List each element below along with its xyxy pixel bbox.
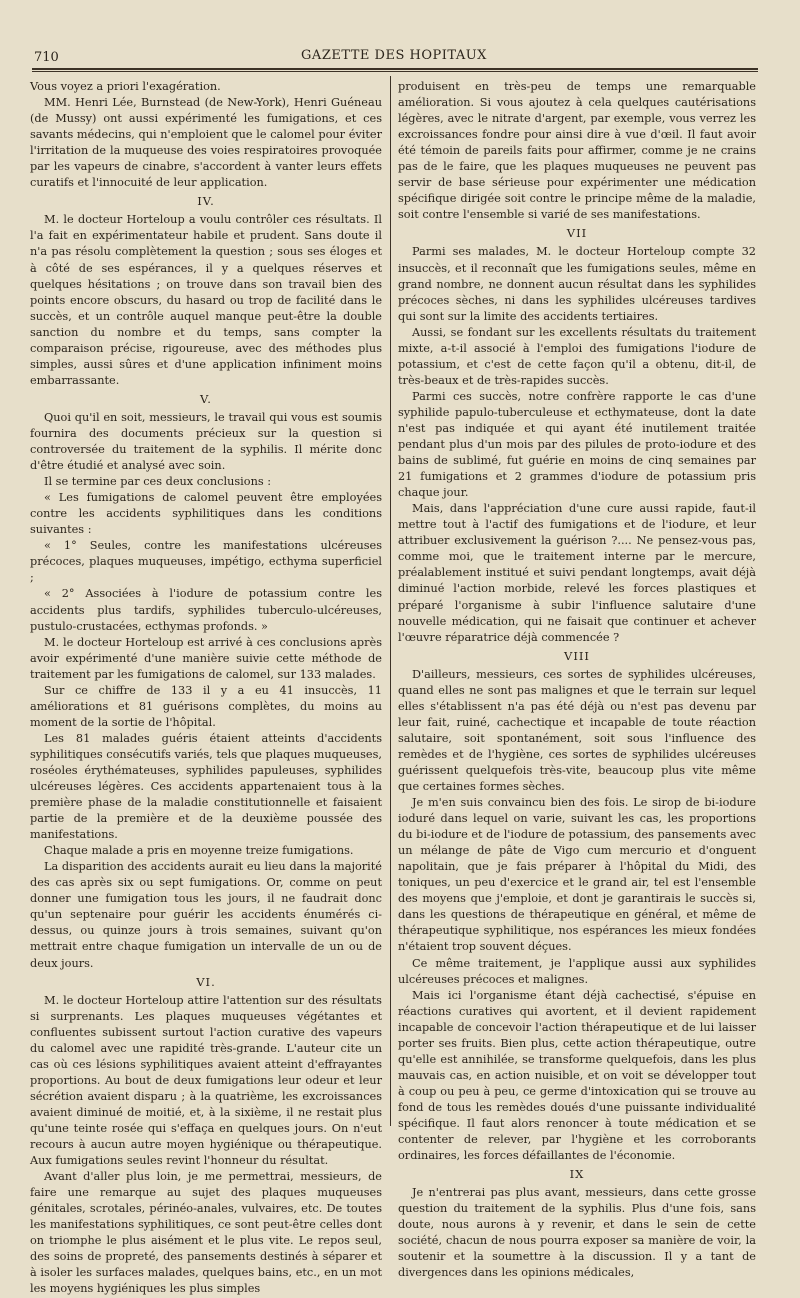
paragraph: « Les fumigations de calomel peuvent être employées contre les accidents syphilitiques dans les conditions suivantes : (30, 491, 382, 537)
paragraph: M. le docteur Horteloup attire l'attention sur des résultats si surprenants. Les plaques muqueuses végétantes et confluentes subissent surtout l'action curative des vapeurs du calomel avec une rapidité très-grande. L'auteur cite un cas où ces lésions syphilitiques avaient atteint d'effrayantes proportions. Au bout de deux fumigations leur odeur et leur sécrétion avaient disparu ; à la quatrième, les excroissances avaient diminué de moitié, et, à la sixième, il ne restait plus qu'une teinte rosée qui s'effaça en quelques jours. On n'eut recours à aucun autre moyen hygiénique ou thérapeutique. Aux fumigations seules revint l'honneur du résultat. (30, 993, 382, 1168)
header-rule-thin (32, 71, 758, 72)
section-heading: VIII (564, 648, 590, 663)
journal-title: GAZETTE DES HOPITAUX (301, 48, 487, 63)
header-rule (32, 68, 758, 70)
paragraph: Aussi, se fondant sur les excellents résultats du traitement mixte, a-t-il associé à l'emploi des fumigations l'iodure de potassium, et c'est de cette façon qu'il a obtenu, dit-il, de très-beaux et de très-rapides succès. (398, 325, 756, 387)
paragraph: M. le docteur Horteloup est arrivé à ces conclusions après avoir expérimenté d'une manière suivie cette méthode de traitement par les fumigations de calomel, sur 133 malades. (30, 635, 382, 681)
paragraph: Avant d'aller plus loin, je me permettrai, messieurs, de faire une remarque au sujet des plaques muqueuses génitales, scrotales, périnéo-anales, vulvaires, etc. De toutes les manifestations syphilitiques, ce sont peut-être celles dont on triomphe le plus aisément et le plus vite. Le repos seul, des soins de propreté, des pansements destinés à séparer et à isoler les surfaces malades, quelques bains, etc., en un mot les moyens hygiéniques les plus simples (30, 1170, 382, 1296)
section-heading: VI. (196, 974, 216, 989)
section-heading: IX (569, 1167, 585, 1182)
paragraph: Parmi ces succès, notre confrère rapporte le cas d'une syphilide papulo-tuberculeuse et ecthymateuse, dont la date n'est pas indiquée et qui ayant été inutilement traitée pendant plus d'un mois par des pilules de proto-iodure et des bains de sublimé, fut guérie en moins de cinq semaines par 21 fumigations et 2 grammes d'iodure de potassium pris chaque jour. (398, 389, 756, 500)
paragraph: D'ailleurs, messieurs, ces sortes de syphilides ulcéreuses, quand elles ne sont pas malignes et que le terrain sur lequel elles s'établissent n'a pas été déjà ou n'est pas devenu par leur fait, ruiné, cachectique et incapable de toute réaction salutaire, soit spontanément, soit sous l'influence des remèdes et de l'hygiène, ces sortes de syphilides ulcéreuses guérissent quelquefois très-vite, beaucoup plus vite même que certaines formes sèches. (398, 667, 756, 794)
section-heading: VII (566, 226, 588, 241)
paragraph: Je n'entrerai pas plus avant, messieurs, dans cette grosse question du traitement de la syphilis. Plus d'une fois, sans doute, nous aurons à y revenir, et dans le sein de cette société, chacun de nous pourra exposer sa manière de voir, la soutenir et la soumettre à la discussion. Il y a tant de divergences dans les opinions médicales, (398, 1186, 756, 1280)
section-heading: IV. (197, 194, 215, 209)
section-heading: V. (200, 391, 212, 406)
paragraph: Quoi qu'il en soit, messieurs, le travail qui vous est soumis fournira des documents précieux sur la question si controversée du traitement de la syphilis. Il mérite donc d'être étudié et analysé avec soin. (30, 410, 382, 473)
page-number: 710 (34, 50, 59, 65)
column-divider (390, 76, 391, 1126)
right-column (398, 79, 756, 1280)
paragraph: Mais ici l'organisme étant déjà cachectisé, s'épuise en réactions curatives qui avortent, et il devient rapidement incapable de concevoir l'action thérapeutique et de lui laisser porter ses fruits. Bien plus, cette action thérapeutique, outre qu'elle est annihilée, se transforme quelquefois, dans les plus mauvais cas, en action nuisible, et on voit se développer tout à coup ou peu à peu, ce germe d'intoxication qui se trouve au fond de tous les remèdes doués d'une puissante individualité spécifique. Il faut alors renoncer à toute médication et se contenter de relever, par l'hygiène et les corroborants ordinaires, les forces défaillantes de l'économie. (398, 988, 756, 1163)
left-column (30, 79, 382, 1296)
paragraph: Ce même traitement, je l'applique aussi aux syphilides ulcéreuses précoces et malignes. (398, 956, 756, 986)
paragraph: Parmi ses malades, M. le docteur Horteloup compte 32 insuccès, et il reconnaît que les fumigations seules, même en grand nombre, ne donnent aucun résultat dans les syphilides précoces sèches, ni dans les syphilides ulcéreuses tardives qui sont sur la limite des accidents tertiaires. (398, 245, 756, 323)
paragraph: Chaque malade a pris en moyenne treize fumigations. (44, 844, 354, 858)
paragraph: M. le docteur Horteloup a voulu contrôler ces résultats. Il l'a fait en expérimentateur habile et prudent. Sans doute il n'a pas résolu complètement la question ; sous ses éloges et à côté de ses espérances, il y a quelques réserves et quelques hésitations ; on trouve dans son travail bien des points encore obscurs, du hasard ou trop de facilité dans le succès, et un contrôle auquel manque peut-être la double sanction du nombre et du temps, sans compter la comparaison précise, rigoureuse, avec des méthodes plus simples, aussi sûres et d'une application infiniment moins embarrassante. (30, 213, 382, 387)
paragraph: Mais, dans l'appréciation d'une cure aussi rapide, faut-il mettre tout à l'actif des fumigations et de l'iodure, et leur attribuer exclusivement la guérison ?.... Ne pensez-vous pas, comme moi, que le traitement interne par le mercure, préalablement institué et suivi pendant longtemps, avait déjà diminué l'action morbide, relevé les forces plastiques et préparé l'organisme à subir l'influence salutaire d'une nouvelle médication, qui ne faisait que continuer et achever l'œuvre réparatrice déjà commencée ? (398, 502, 756, 644)
paragraph: Il se termine par ces deux conclusions : (44, 475, 272, 489)
paragraph: Sur ce chiffre de 133 il y a eu 41 insuccès, 11 améliorations et 81 guérisons complètes, du moins au moment de la sortie de l'hôpital. (30, 683, 382, 729)
paragraph: « 1° Seules, contre les manifestations ulcéreuses précoces, plaques muqueuses, impétigo, ecthyma superficiel ; (30, 539, 382, 585)
paragraph: Je m'en suis convaincu bien des fois. Le sirop de bi-iodure ioduré dans lequel on varie, suivant les cas, les proportions du bi-iodure et de l'iodure de potassium, des pansements avec un mélange de pâte de Vigo cum mercurio et d'onguent napolitain, que je fais préparer à l'hôpital du Midi, des toniques, un peu d'exercice et le grand air, tel est l'ensemble des moyens que j'emploie, et dont je garantirais le succès si, dans les questions de thérapeutique en général, et même de thérapeutique syphilitique, nos espérances les mieux fondées n'étaient trop souvent déçues. (398, 796, 756, 954)
paragraph: MM. Henri Lée, Burnstead (de New-York), Henri Guéneau (de Mussy) ont aussi expérimenté les fumigations, et ces savants médecins, qui n'emploient que le calomel pour éviter l'irritation de la muqueuse des voies respiratoires provoquée par les vapeurs de cinabre, s'accordent à vanter leurs effets curatifs et l'innocuité de leur application. (30, 96, 382, 190)
page-header (34, 46, 754, 66)
paragraph: La disparition des accidents aurait eu lieu dans la majorité des cas après six ou sept fumigations. Or, comme on peut donner une fumigation tous les jours, il ne faudrait donc qu'un septenaire pour guérir les accidents énumérés ci-dessus, ou quinze jours à trois semaines, suivant qu'on mettrait entre chaque fumigation un intervalle de un ou de deux jours. (30, 860, 382, 970)
paragraph: Les 81 malades guéris étaient atteints d'accidents syphilitiques consécutifs variés, tels que plaques muqueuses, roséoles érythémateuses, syphilides papuleuses, syphilides ulcéreuses légères. Ces accidents appartenaient tous à la première phase de la maladie constitutionnelle et faisaient partie de la première et de la deuxième poussée des manifestations. (30, 731, 382, 842)
paragraph: produisent en très-peu de temps une remarquable amélioration. Si vous ajoutez à cela quelques cautérisations légères, avec le nitrate d'argent, par exemple, vous verrez les excroissances fondre pour ainsi dire à vue d'œil. Il faut avoir été témoin de pareils faits pour affirmer, comme je ne crains pas de le faire, que les plaques muqueuses ne peuvent pas servir de base sérieuse pour expérimenter une médication spécifique dirigée soit contre le principe même de la maladie, soit contre l'ensemble si varié de ses manifestations. (398, 80, 756, 222)
paragraph: Vous voyez a priori l'exagération. (30, 80, 221, 93)
paragraph: « 2° Associées à l'iodure de potassium contre les accidents plus tardifs, syphilides tuberculo-ulcéreuses, pustulo-crustacées, ecthymas profonds. » (30, 587, 382, 633)
